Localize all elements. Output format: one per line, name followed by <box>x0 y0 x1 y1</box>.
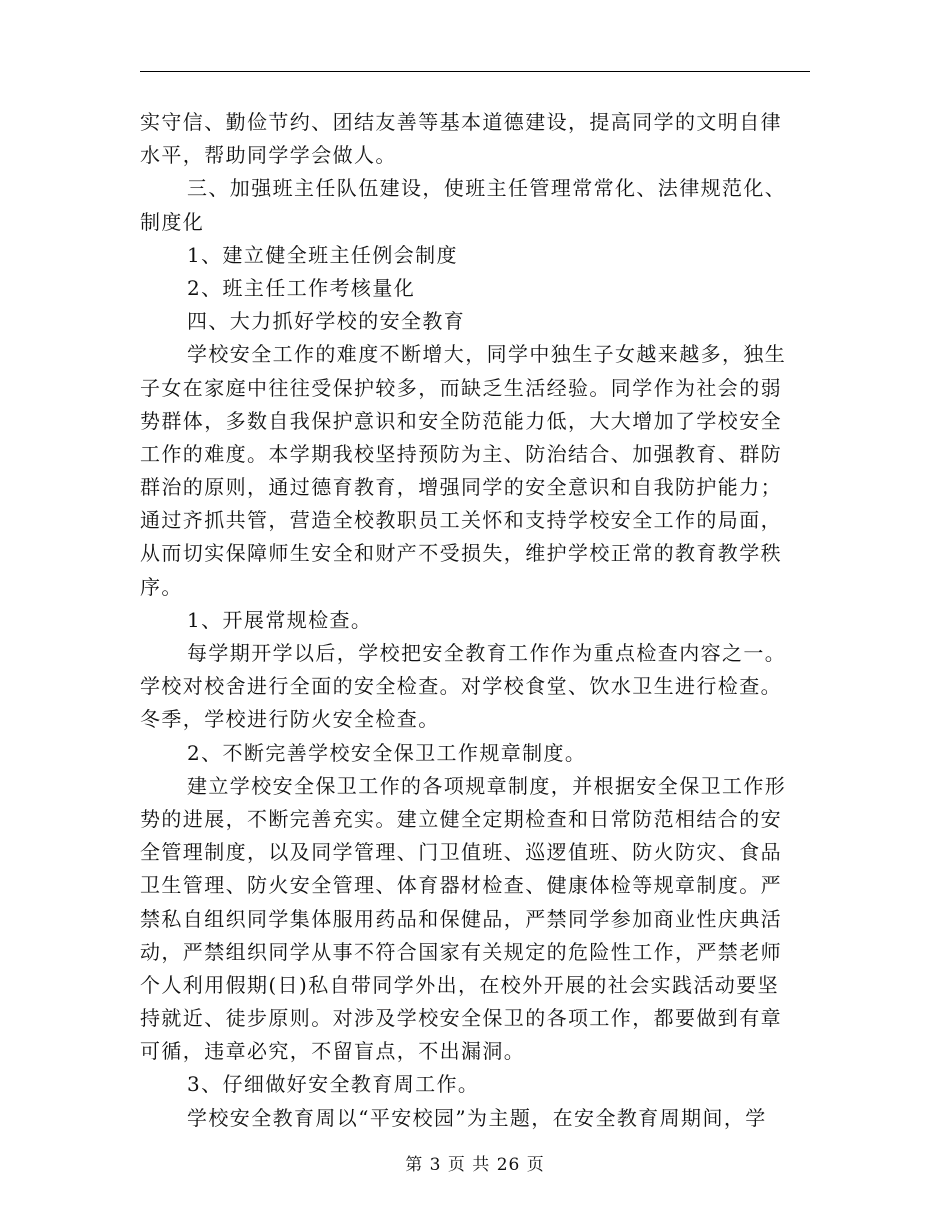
text-line: 禁私自组织同学集体服用药品和保健品，严禁同学参加商业性庆典活 <box>140 906 782 931</box>
text-line: 2、班主任工作考核量化 <box>187 275 416 300</box>
text-line: 持就近、徒步原则。对涉及学校安全保卫的各项工作，都要做到有章 <box>140 1006 782 1031</box>
text-line: 建立学校安全保卫工作的各项规章制度，并根据安全保卫工作形 <box>187 773 787 798</box>
text-line: 卫生管理、防火安全管理、体育器材检查、健康体检等规章制度。严 <box>140 873 782 898</box>
text-line: 水平，帮助同学学会做人。 <box>140 143 397 168</box>
text-line: 势群体，多数自我保护意识和安全防范能力低，大大增加了学校安全 <box>140 408 782 433</box>
text-line: 实守信、勤俭节约、团结友善等基本道德建设，提高同学的文明自律 <box>140 110 782 134</box>
text-line: 全管理制度，以及同学管理、门卫值班、巡逻值班、防火防灾、食品 <box>140 840 782 865</box>
text-line: 3、仔细做好安全教育周工作。 <box>187 1072 480 1097</box>
text-line: 从而切实保障师生安全和财产不受损失，维护学校正常的教育教学秩 <box>140 541 782 566</box>
text-line: 个人利用假期(日)私自带同学外出，在校外开展的社会实践活动要坚 <box>140 972 780 997</box>
text-line: 动，严禁组织同学从事不符合国家有关规定的危险性工作，严禁老师 <box>140 939 782 964</box>
page-number-footer: 第 3 页 共 26 页 <box>405 1155 545 1175</box>
text-line: 群治的原则，通过德育教育，增强同学的安全意识和自我防护能力； <box>140 475 782 500</box>
text-line: 子女在家庭中往往受保护较多，而缺乏生活经验。同学作为社会的弱 <box>140 375 782 400</box>
header-rule <box>140 71 810 72</box>
text-line: 四、大力抓好学校的安全教育 <box>187 309 466 334</box>
text-line: 冬季，学校进行防火安全检查。 <box>140 707 440 732</box>
text-line: 每学期开学以后，学校把安全教育工作作为重点检查内容之一。 <box>187 641 787 665</box>
text-line: 制度化 <box>140 209 205 234</box>
text-line: 1、开展常规检查。 <box>187 607 373 632</box>
text-line: 学校对校舍进行全面的安全检查。对学校食堂、饮水卫生进行检查。 <box>140 674 782 699</box>
text-line: 可循，违章必究，不留盲点，不出漏洞。 <box>140 1039 526 1064</box>
text-line: 势的进展，不断完善充实。建立健全定期检查和日常防范相结合的安 <box>140 806 782 831</box>
text-line: 2、不断完善学校安全保卫工作规章制度。 <box>187 740 587 765</box>
text-line: 工作的难度。本学期我校坚持预防为主、防治结合、加强教育、群防 <box>140 441 782 466</box>
text-line: 学校安全教育周以“平安校园”为主题，在安全教育周期间，学 <box>187 1105 767 1130</box>
text-line: 通过齐抓共管，营造全校教职员工关怀和支持学校安全工作的局面， <box>140 508 782 533</box>
text-line: 三、加强班主任队伍建设，使班主任管理常常化、法律规范化、 <box>187 176 787 201</box>
text-line: 1、建立健全班主任例会制度 <box>187 242 458 267</box>
text-line: 学校安全工作的难度不断增大，同学中独生子女越来越多，独生 <box>187 342 787 367</box>
text-line: 序。 <box>140 574 183 599</box>
document-body <box>140 106 810 1135</box>
